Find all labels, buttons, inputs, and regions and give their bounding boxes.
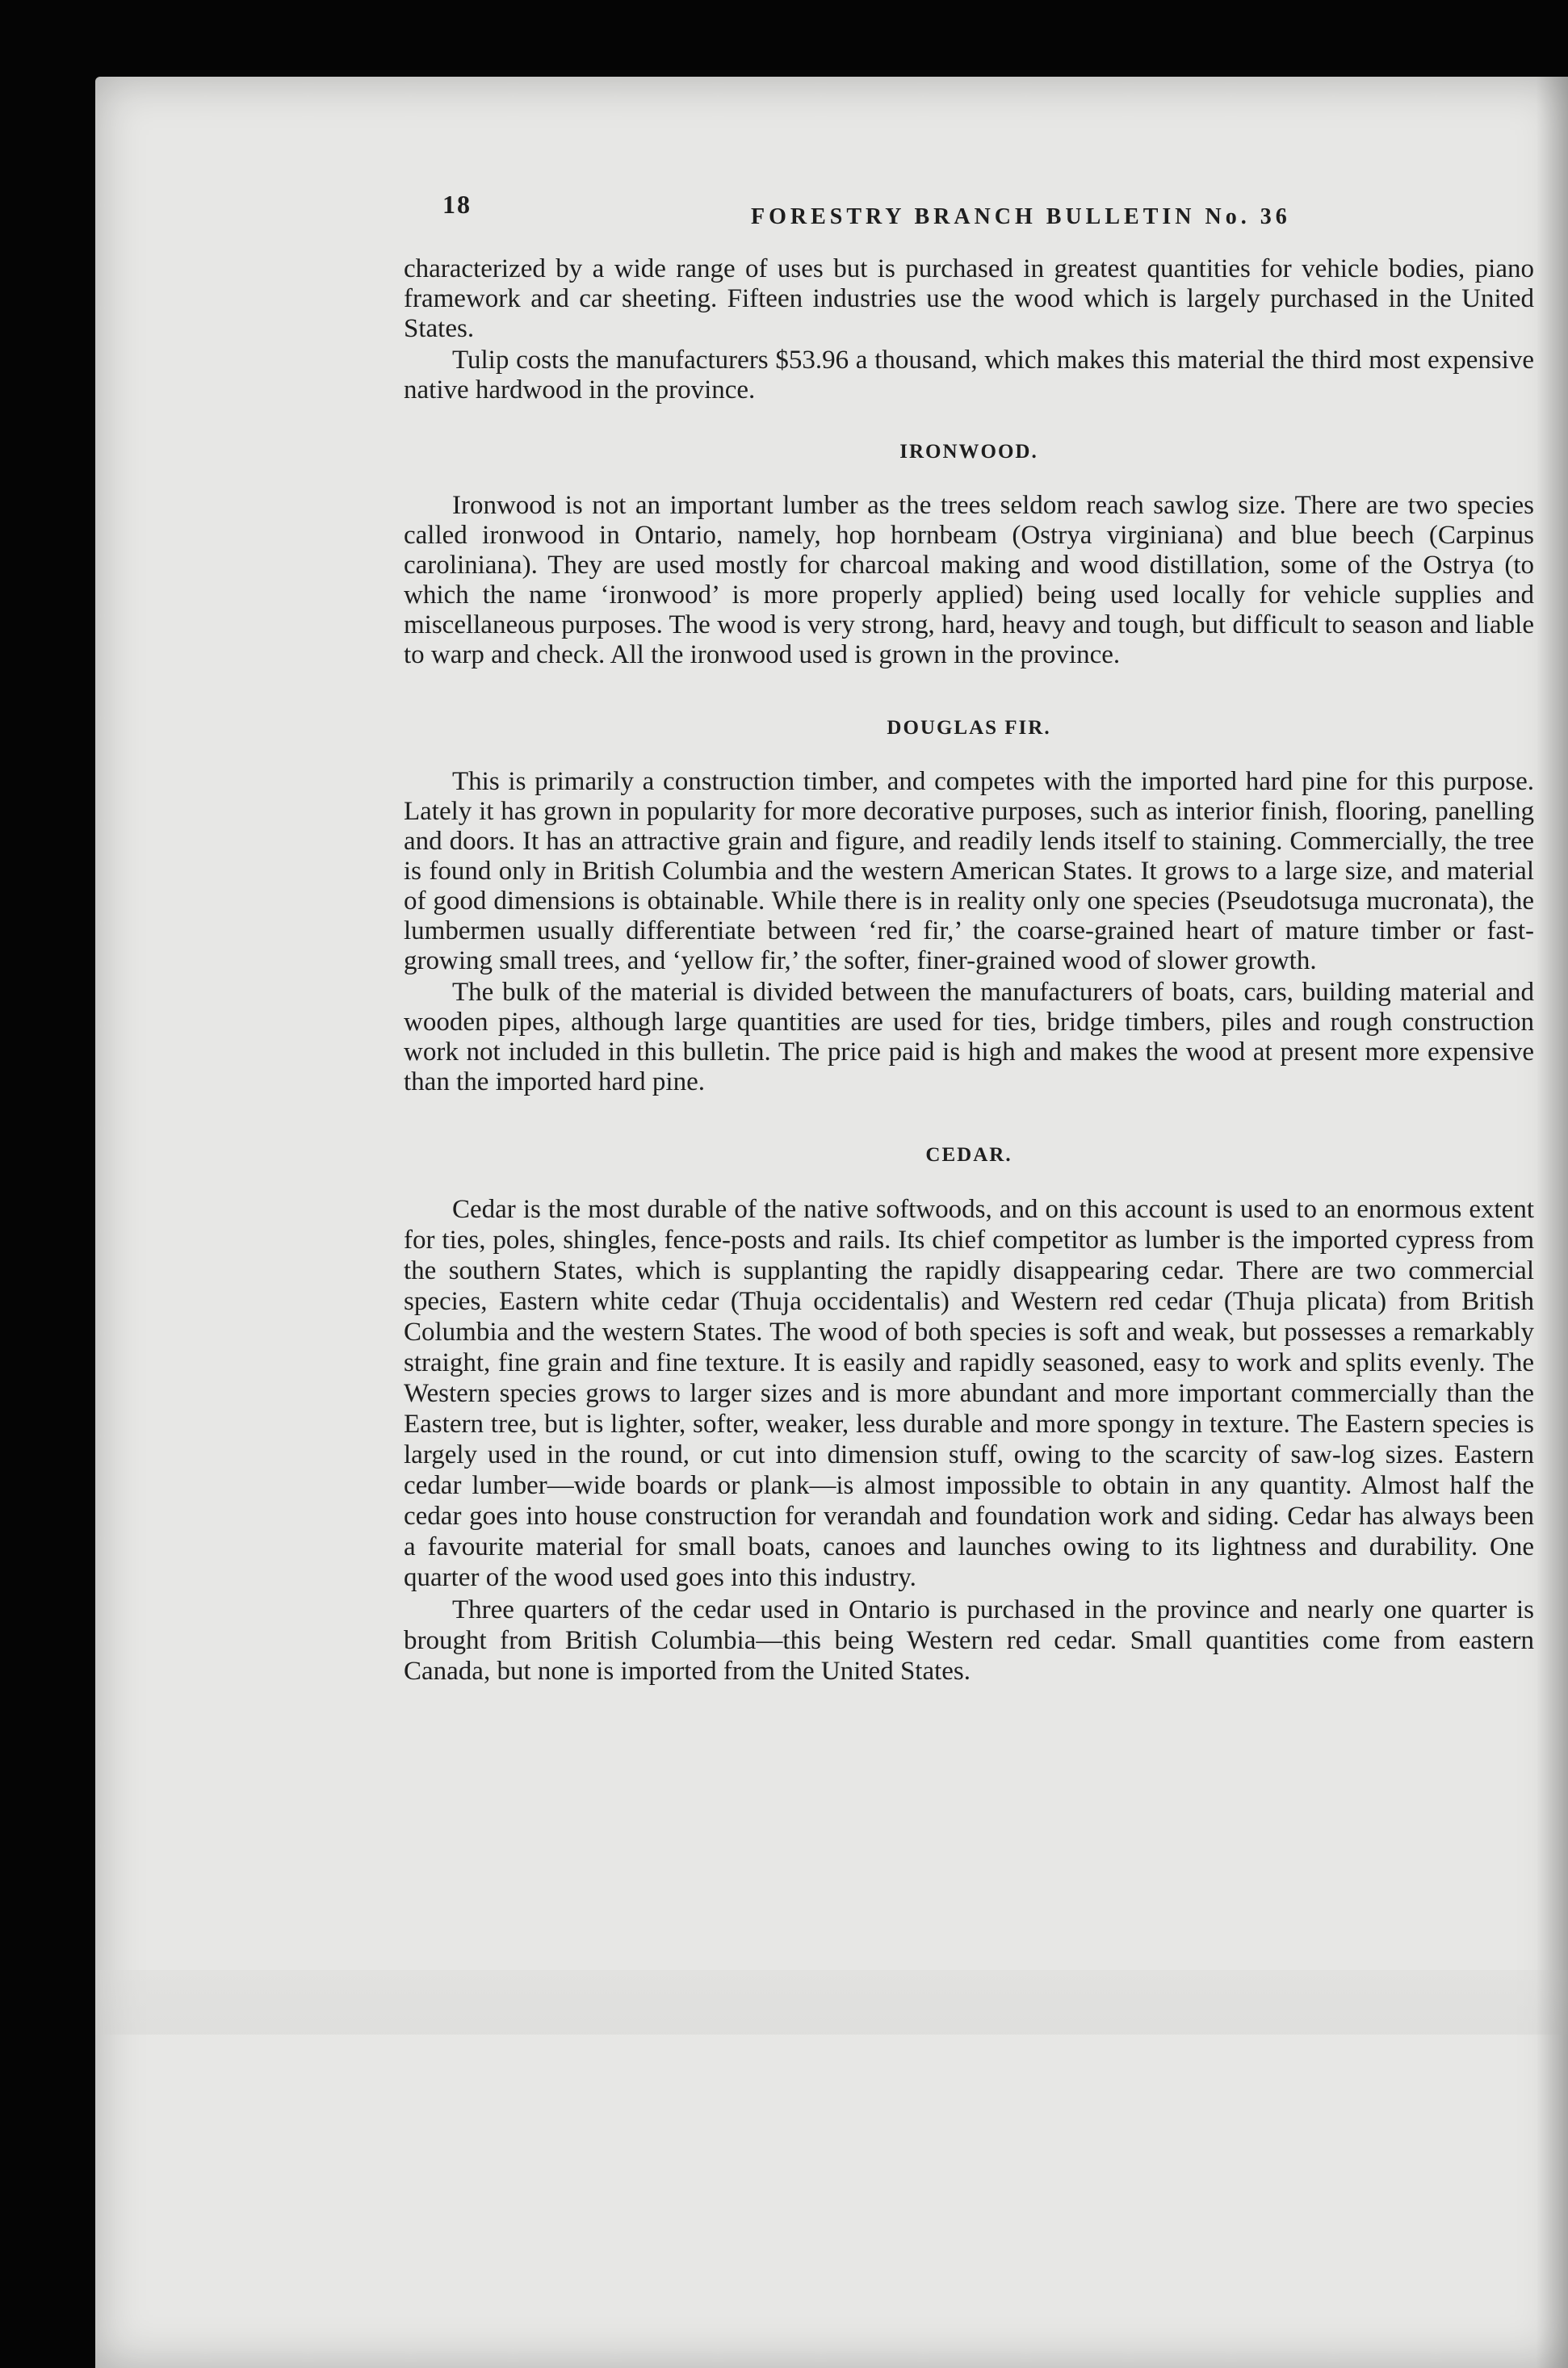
running-head: FORESTRY BRANCH BULLETIN No. 36 bbox=[751, 204, 1291, 229]
page-content bbox=[404, 190, 1534, 1687]
intro-paragraph: characterized by a wide range of uses but is purchased in greatest quantities for vehicle bodies, piano framework and car sheeting. Fifteen industries use the wood which is largely purchased in the United States. bbox=[404, 254, 1534, 343]
intro-section bbox=[404, 254, 1534, 405]
ironwood-section bbox=[404, 441, 1534, 670]
section-heading-ironwood: IRONWOOD. bbox=[899, 441, 1038, 463]
douglas-fir-paragraph: The bulk of the material is divided between the manufacturers of boats, cars, building material and wooden pipes, although large quantities are used for ties, bridge timbers, piles and rough construction work not included in this bulletin. The price paid is high and makes the wood at present more expensive than the imported hard pine. bbox=[404, 978, 1534, 1096]
ironwood-paragraph: Ironwood is not an important lumber as the trees seldom reach sawlog size. There are two species called ironwood in Ontario, namely, hop hornbeam (Ostrya virginiana) and blue beech (Carpinus caroliniana). They are used mostly for charcoal making and wood distillation, some of the Ostrya (to which the name ‘ironwood’ is more properly applied) being used locally for vehicle supplies and miscellaneous purposes. The wood is very strong, hard, heavy and tough, but difficult to season and liable to warp and check. All the ironwood used is grown in the province. bbox=[404, 491, 1534, 669]
cedar-section bbox=[404, 1144, 1534, 1687]
page-fold-edge bbox=[95, 1970, 1568, 2035]
douglas-fir-paragraph: This is primarily a construction timber, and competes with the imported hard pine for this purpose. Lately it has grown in popularity for more decorative purposes, such as interior finish, flooring, panelling and doors. It has an attractive grain and figure, and readily lends itself to staining. Commercially, the tree is found only in British Columbia and the western American States. It grows to a large size, and material of good dimensions is obtainable. While there is in reality only one species (Pseudotsuga mucronata), the lumbermen usually differentiate between ‘red fir,’ the coarse-grained heart of mature timber or fast-growing small trees, and ‘yellow fir,’ the softer, finer-grained wood of slower growth. bbox=[404, 767, 1534, 975]
cedar-paragraph: Cedar is the most durable of the native softwoods, and on this account is used to an enormous extent for ties, poles, shingles, fence-posts and rails. Its chief competitor as lumber is the imported cypress from the southern States, which is supplanting the rapidly disappearing cedar. There are two commercial species, Eastern white cedar (Thuja occidentalis) and Western red cedar (Thuja plicata) from British Columbia and the western States. The wood of both species is soft and weak, but possesses a remarkably straight, fine grain and fine texture. It is easily and rapidly seasoned, easy to work and splits evenly. The Western species grows to larger sizes and is more abundant and more important commercially than the Eastern tree, but is lighter, softer, weaker, less durable and more spongy in texture. The Eastern species is largely used in the round, or cut into dimension stuff, owing to the scarcity of saw-log sizes. Eastern cedar lumber—wide boards or plank—is almost impossible to obtain in any quantity. Almost half the cedar goes into house construction for verandah and foundation work and siding. Cedar has always been a favourite material for small boats, canoes and launches owing to its lightness and durability. One quarter of the wood used goes into this industry. bbox=[404, 1195, 1534, 1592]
page-number: 18 bbox=[442, 190, 472, 219]
page-header bbox=[404, 190, 1534, 254]
cedar-paragraph: Three quarters of the cedar used in Ontario is purchased in the province and nearly one quarter is brought from British Columbia—this being Western red cedar. Small quantities come from eastern Canada, but none is imported from the United States. bbox=[404, 1595, 1534, 1686]
page-shadow bbox=[1536, 77, 1568, 2368]
section-heading-douglas-fir: DOUGLAS FIR. bbox=[887, 717, 1051, 739]
intro-paragraph: Tulip costs the manufacturers $53.96 a thousand, which makes this material the third most expensive native hardwood in the province. bbox=[404, 346, 1534, 404]
section-heading-cedar: CEDAR. bbox=[925, 1144, 1012, 1166]
douglas-fir-section bbox=[404, 717, 1534, 1097]
